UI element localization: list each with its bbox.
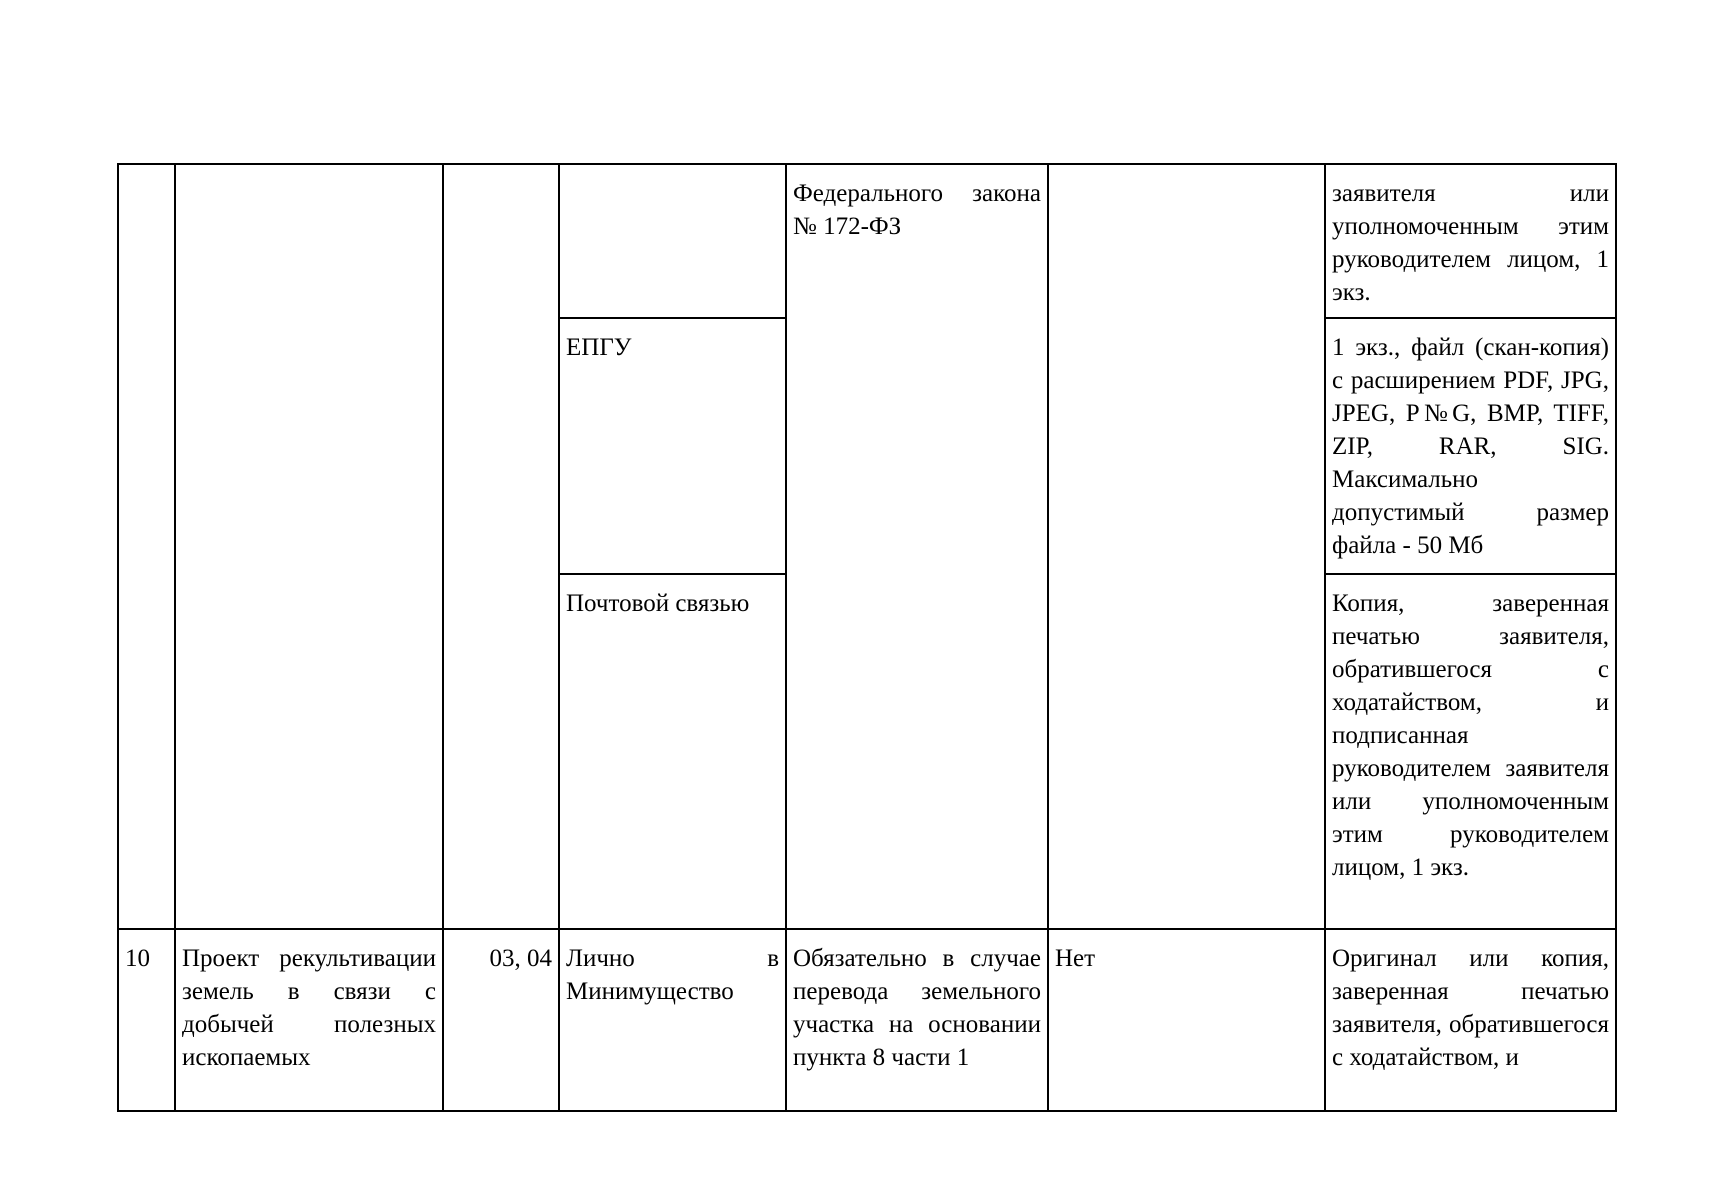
origin-cell-empty <box>1048 164 1325 929</box>
method-cell-personal: Лично в Минимущество <box>559 929 786 1111</box>
table-row <box>118 164 1616 318</box>
row-number: 10 <box>118 929 175 1111</box>
method-cell-post: Почтовой связью <box>559 574 786 929</box>
document-table <box>117 163 1617 1112</box>
document-name: Проект рекультивации земель в связи с добычей полезных ископаемых <box>175 929 443 1111</box>
origin-cell: Нет <box>1048 929 1325 1111</box>
method-cell <box>559 164 786 318</box>
table-row-10 <box>118 929 1616 1111</box>
requirements-cell-post: Копия, заверенная печатью заявителя, обратившегося с ходатайством, и подписанная руководителем заявителя или уполномоченным этим руководителем лицом, 1 экз. <box>1325 574 1616 929</box>
condition-cell: Обязательно в случае перевода земельного участка на основании пункта 8 части 1 <box>786 929 1048 1111</box>
requirements-cell-epgu: 1 экз., файл (скан-копия) с расширением PDF, JPG, JPEG, P№G, BMP, TIFF, ZIP, RAR, SIG. Максимально допустимый размер файла - 50 Мб <box>1325 318 1616 574</box>
method-cell-epgu: ЕПГУ <box>559 318 786 574</box>
requirements-cell: заявителя или уполномоченным этим руководителем лицом, 1 экз. <box>1325 164 1616 318</box>
document-name-cell-empty <box>175 164 443 929</box>
codes-cell-empty <box>443 164 559 929</box>
law-reference-cell: Федерального закона № 172-ФЗ <box>786 164 1048 929</box>
codes-cell: 03, 04 <box>443 929 559 1111</box>
number-cell-empty <box>118 164 175 929</box>
requirements-cell-row10: Оригинал или копия, заверенная печатью заявителя, обратившегося с ходатайством, и <box>1325 929 1616 1111</box>
